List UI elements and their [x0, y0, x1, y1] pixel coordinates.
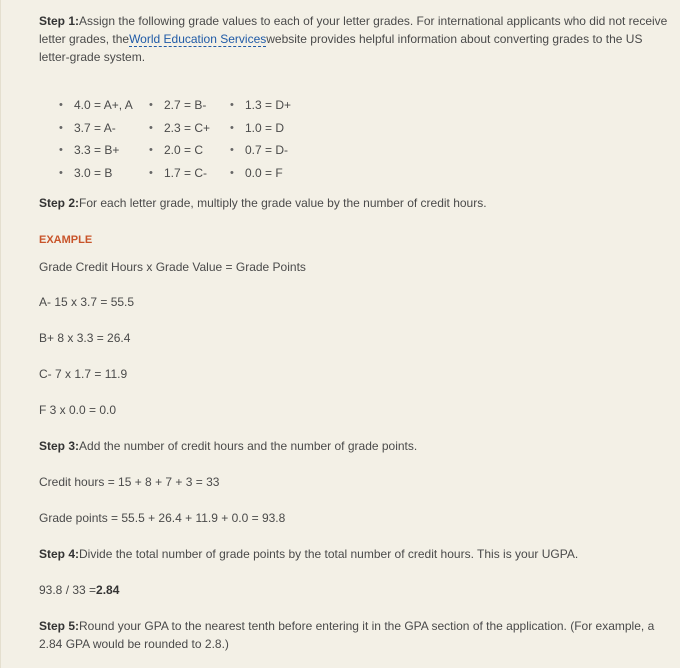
step3-text: Add the number of credit hours and the number of grade points.: [79, 439, 418, 453]
step4-text: Divide the total number of grade points by the total number of credit hours. This is your UGPA.: [79, 547, 579, 561]
grade-list-col2: [147, 96, 210, 186]
grade-item: • 4.0 = A+, A: [57, 96, 133, 119]
step1-paragraph: [39, 12, 669, 66]
grade-item: • 3.7 = A-: [57, 119, 133, 142]
step2-text: For each letter grade, multiply the grade value by the number of credit hours.: [79, 196, 487, 210]
step1-text-before: Assign the following grade values to each of your letter grades. For international applicants who did not receive letter grades, the: [39, 14, 668, 46]
ugpa-result: 2.84: [96, 583, 120, 597]
example-line: C- 7 x 1.7 = 11.9: [39, 367, 128, 381]
grade-item: • 3.3 = B+: [57, 141, 133, 164]
grade-item: • 0.7 = D-: [228, 141, 291, 164]
step2-paragraph: [39, 194, 487, 212]
credit-hours-line: Credit hours = 15 + 8 + 7 + 3 = 33: [39, 475, 220, 489]
example-line: F 3 x 0.0 = 0.0: [39, 403, 117, 417]
step1-text-after: website provides helpful information about converting grades to the US letter-grade system.: [39, 32, 643, 64]
example-line: B+ 8 x 3.3 = 26.4: [39, 331, 131, 345]
grade-item: • 2.7 = B-: [147, 96, 210, 119]
step3-paragraph: [39, 437, 417, 455]
grade-item: • 0.0 = F: [228, 164, 291, 187]
step4-label: Step 4:: [39, 547, 80, 561]
grade-item: • 2.3 = C+: [147, 119, 210, 142]
step1-label: Step 1:: [39, 14, 80, 28]
step5-label: Step 5:: [39, 619, 80, 633]
step3-label: Step 3:: [39, 439, 80, 453]
step4-paragraph: [39, 545, 578, 563]
grade-list-col1: [57, 96, 133, 186]
grade-points-line: Grade points = 55.5 + 26.4 + 11.9 + 0.0 = 93.8: [39, 511, 286, 525]
step5-paragraph: [39, 617, 669, 653]
grade-item: • 2.0 = C: [147, 141, 210, 164]
ugpa-calc: [39, 581, 119, 599]
grade-item: • 1.3 = D+: [228, 96, 291, 119]
grade-item: • 1.7 = C-: [147, 164, 210, 187]
grade-list-col3: [228, 96, 291, 186]
example-formula: Grade Credit Hours x Grade Value = Grade Points: [39, 260, 306, 274]
wes-link[interactable]: World Education Services: [129, 32, 267, 46]
grade-item: • 3.0 = B: [57, 164, 133, 187]
example-heading: EXAMPLE: [39, 234, 93, 246]
grade-item: • 1.0 = D: [228, 119, 291, 142]
step2-label: Step 2:: [39, 196, 80, 210]
step5-text: Round your GPA to the nearest tenth before entering it in the GPA section of the application. (For example, a 2.84 GPA would be rounded to 2.8.): [39, 619, 655, 651]
example-line: A- 15 x 3.7 = 55.5: [39, 295, 135, 309]
ugpa-calc-expression: 93.8 / 33 =: [39, 583, 97, 597]
